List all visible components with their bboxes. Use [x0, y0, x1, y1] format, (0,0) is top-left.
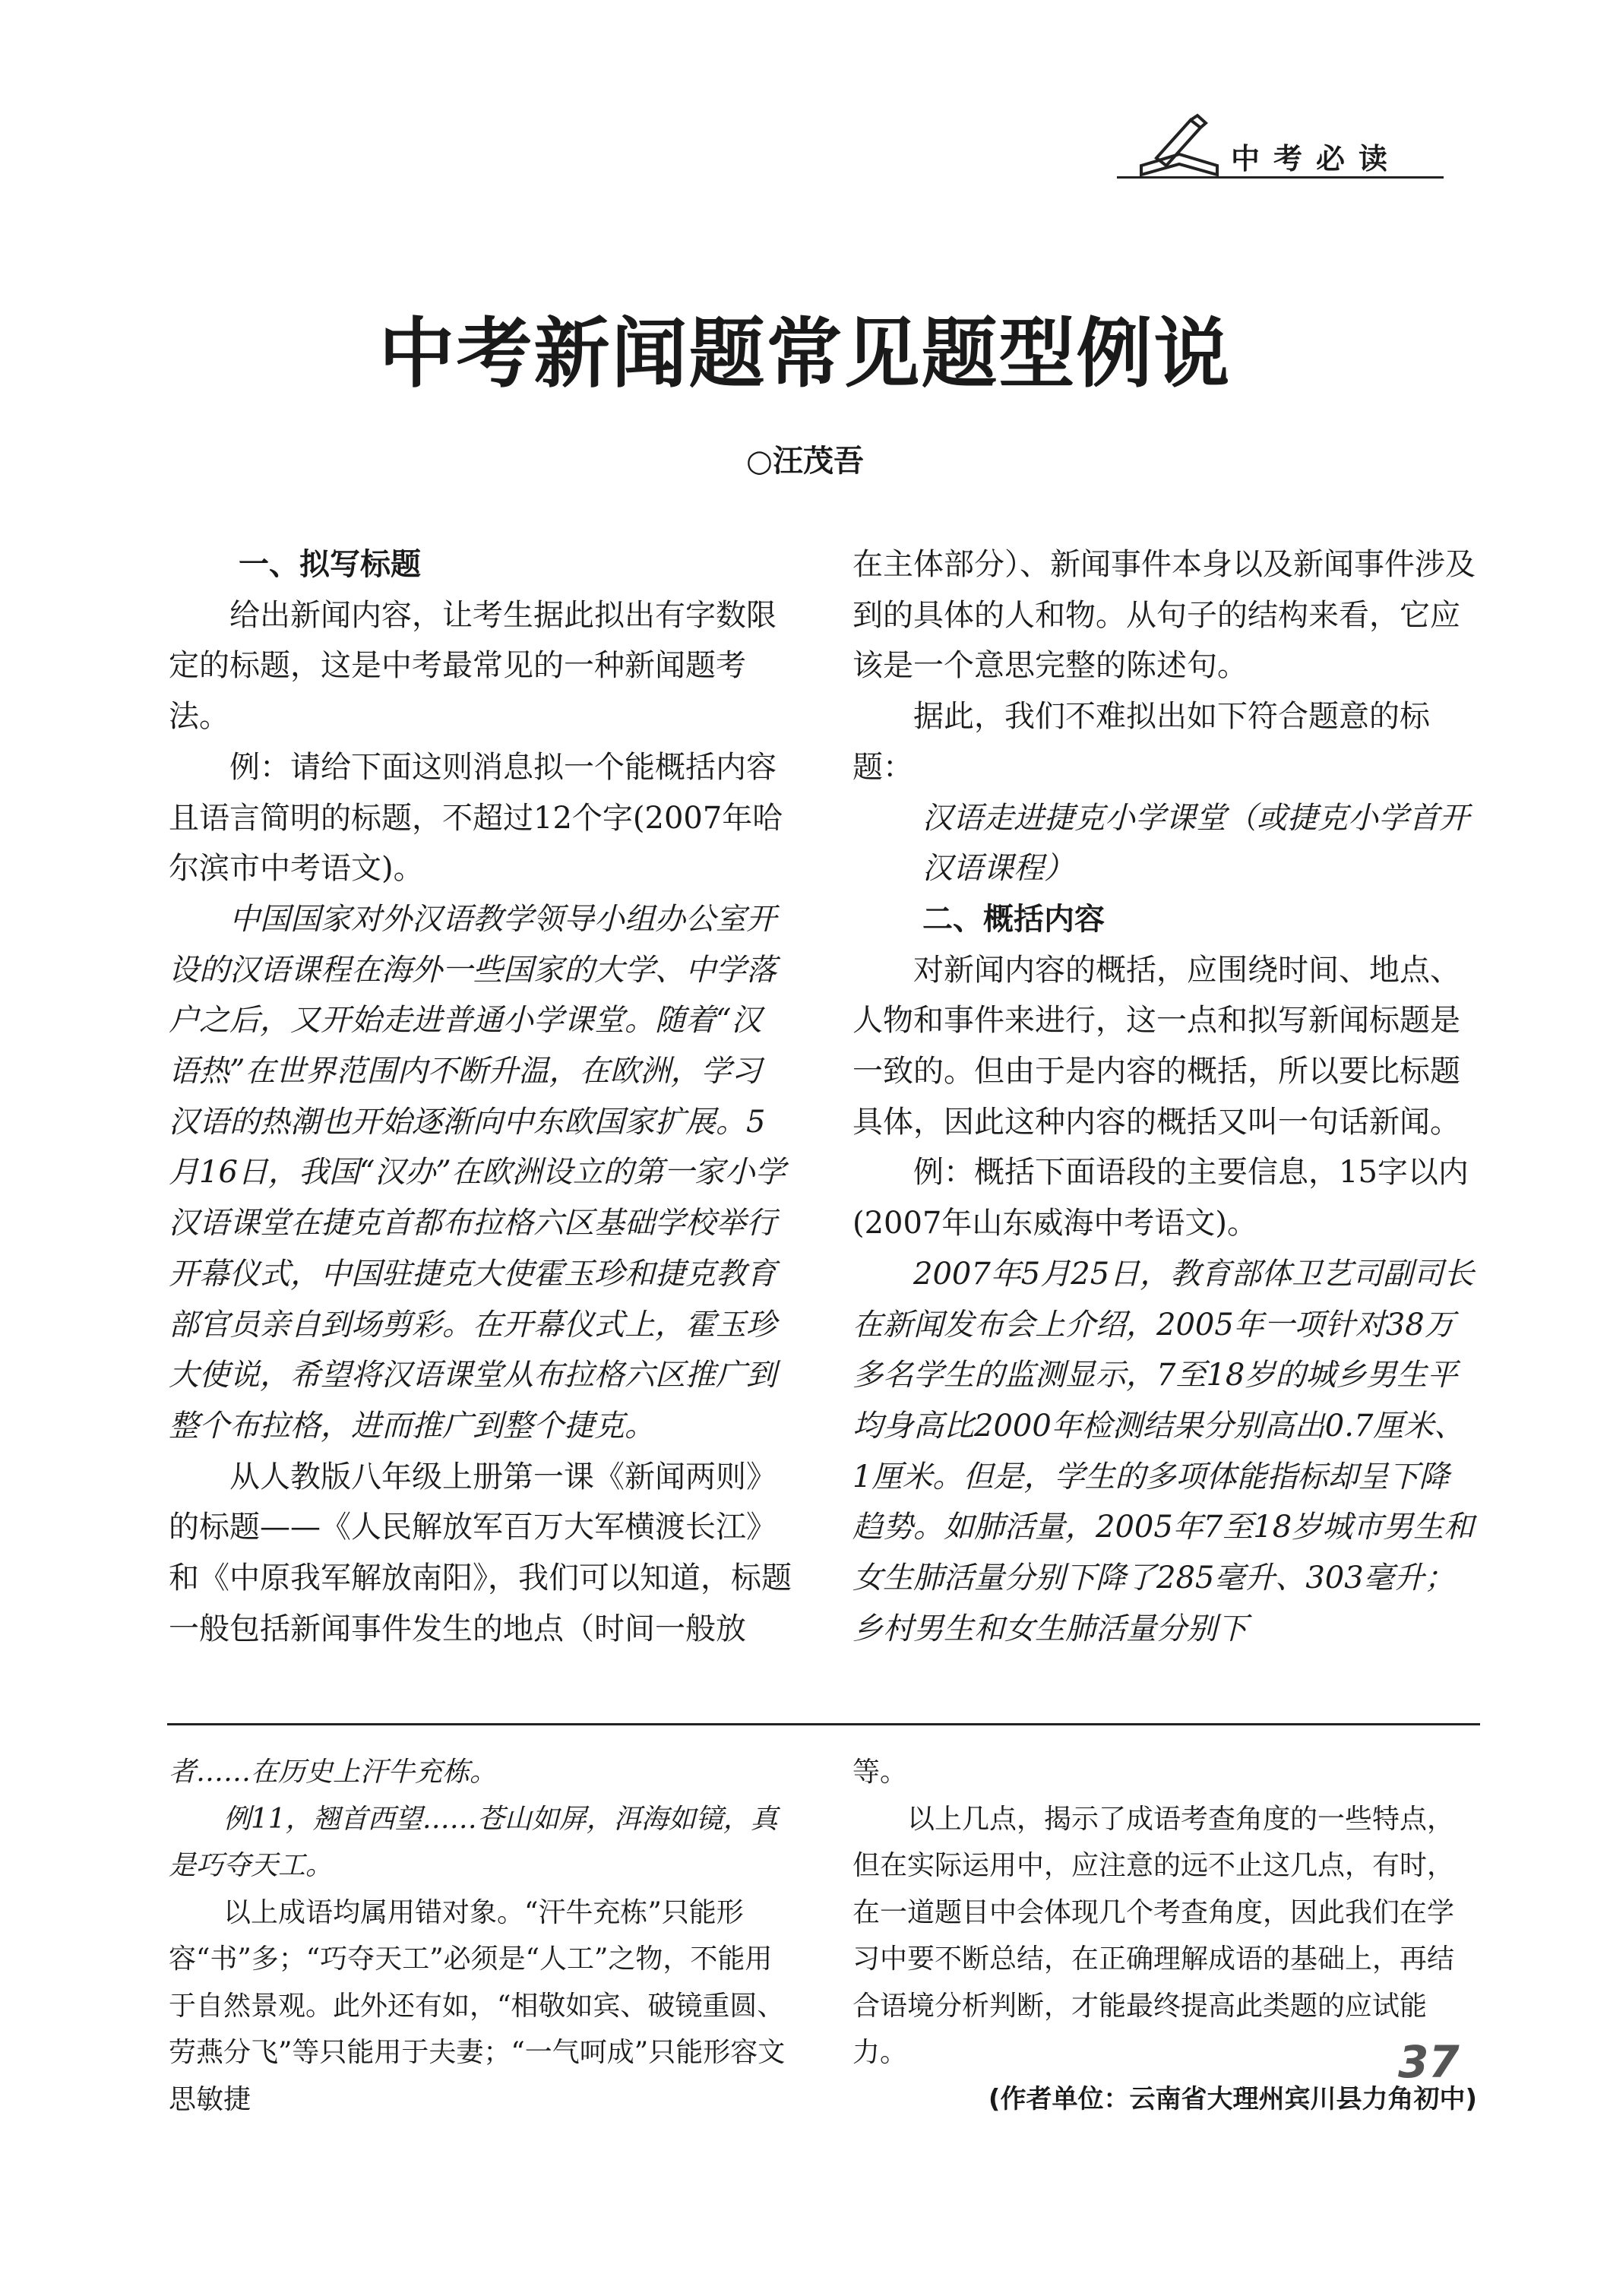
continuation-text: 等。: [852, 1757, 908, 1788]
section-heading-2: 二、概括内容: [922, 901, 1105, 937]
footer-right-column: [852, 1749, 1477, 2123]
paragraph: 对新闻内容的概括，应围绕时间、地点、人物和事件来进行，这一点和拟写新闻标题是一致的。但由于是内容的概括，所以要比标题具体，因此这种内容的概括又叫一句话新闻。: [852, 952, 1460, 1140]
right-column: [852, 539, 1477, 1654]
article-title: 中考新闻题常见题型例说: [378, 308, 1232, 398]
paragraph: 例：概括下面语段的主要信息，15字以内(2007年山东威海中考语文)。: [852, 1155, 1469, 1241]
section-label: 中考必读: [1231, 142, 1402, 176]
example-text: 例11，翘首西望……苍山如屏，洱海如镜，真是巧夺天工。: [169, 1803, 778, 1881]
header-rule: [1117, 176, 1444, 179]
paragraph: 从人教版八年级上册第一课《新闻两则》的标题——《人民解放军百万大军横渡长江》和《中原我军解放南阳》，我们可以知道，标题一般包括新闻事件发生的地点（时间一般放: [169, 1459, 792, 1646]
news-excerpt: 中国国家对外汉语教学领导小组办公室开设的汉语课程在海外一些国家的大学、中学落户之后，又开始走进普通小学课堂。随着“汉语热”在世界范围内不断升温，在欧洲，学习汉语的热潮也开始逐渐向中东欧国家扩展。5月16日，我国“汉办”在欧洲设立的第一家小学汉语课堂在捷克首都布拉格六区基础学校举行开幕仪式，中国驻捷克大使霍玉珍和捷克教育部官员亲自到场剪彩。在开幕仪式上，霍玉珍大使说，希望将汉语课堂从布拉格六区推广到整个布拉格，进而推广到整个捷克。: [169, 901, 786, 1444]
paragraph: 给出新闻内容，让考生据此拟出有字数限定的标题，这是中考最常见的一种新闻题考法。: [169, 597, 777, 735]
article-author: ○汪茂吾: [746, 444, 864, 479]
pen-book-icon: [1134, 112, 1225, 184]
news-excerpt: 2007年5月25日，教育部体卫艺司副司长在新闻发布会上介绍，2005年一项针对38万多名学生的监测显示，7至18岁的城乡男生平均身高比2000年检测结果分别高出0.7厘米、1厘米。但是，学生的多项体能指标却呈下降趋势。如肺活量，2005年7至18岁城市男生和女生肺活量分别下降了285毫升、303毫升；乡村男生和女生肺活量分别下: [852, 1256, 1475, 1646]
continuation-text: 者……在历史上汗牛充栋。: [169, 1757, 498, 1788]
paragraph: 据此，我们不难拟出如下符合题意的标题：: [852, 699, 1430, 785]
paragraph: 以上成语均属用错对象。“汗牛充栋”只能形容“书”多；“巧夺天工”必须是“人工”之物，不能用于自然景观。此外还有如，“相敬如宾、破镜重圆、劳燕分飞”等只能用于夫妻；“一气呵成”只能形容文思敏捷: [169, 1896, 786, 2115]
paragraph: 例：请给下面这则消息拟一个能概括内容且语言简明的标题，不超过12个字(2007年哈尔滨市中考语文)。: [169, 749, 783, 887]
paragraph: 以上几点，揭示了成语考查角度的一些特点，但在实际运用中，应注意的远不止这几点，有时，在一道题目中会体现几个考查角度，因此我们在学习中要不断总结，在正确理解成语的基础上，再结合语境分析判断，才能最终提高此类题的应试能力。: [852, 1803, 1455, 2068]
left-column: [169, 539, 792, 1654]
section-heading-1: 一、拟写标题: [239, 547, 421, 582]
page-number: 37: [1398, 2036, 1460, 2088]
paragraph: 在主体部分）、新闻事件本身以及新闻事件涉及到的具体的人和物。从句子的结构来看，它应该是一个意思完整的陈述句。: [852, 547, 1476, 684]
example-answer-title: 汉语走进捷克小学课堂（或捷克小学首开汉语课程）: [922, 800, 1469, 887]
author-affiliation: (作者单位：云南省大理州宾川县力角初中): [988, 2083, 1477, 2114]
section-divider: [167, 1723, 1480, 1725]
footer-left-column: [169, 1749, 792, 2123]
